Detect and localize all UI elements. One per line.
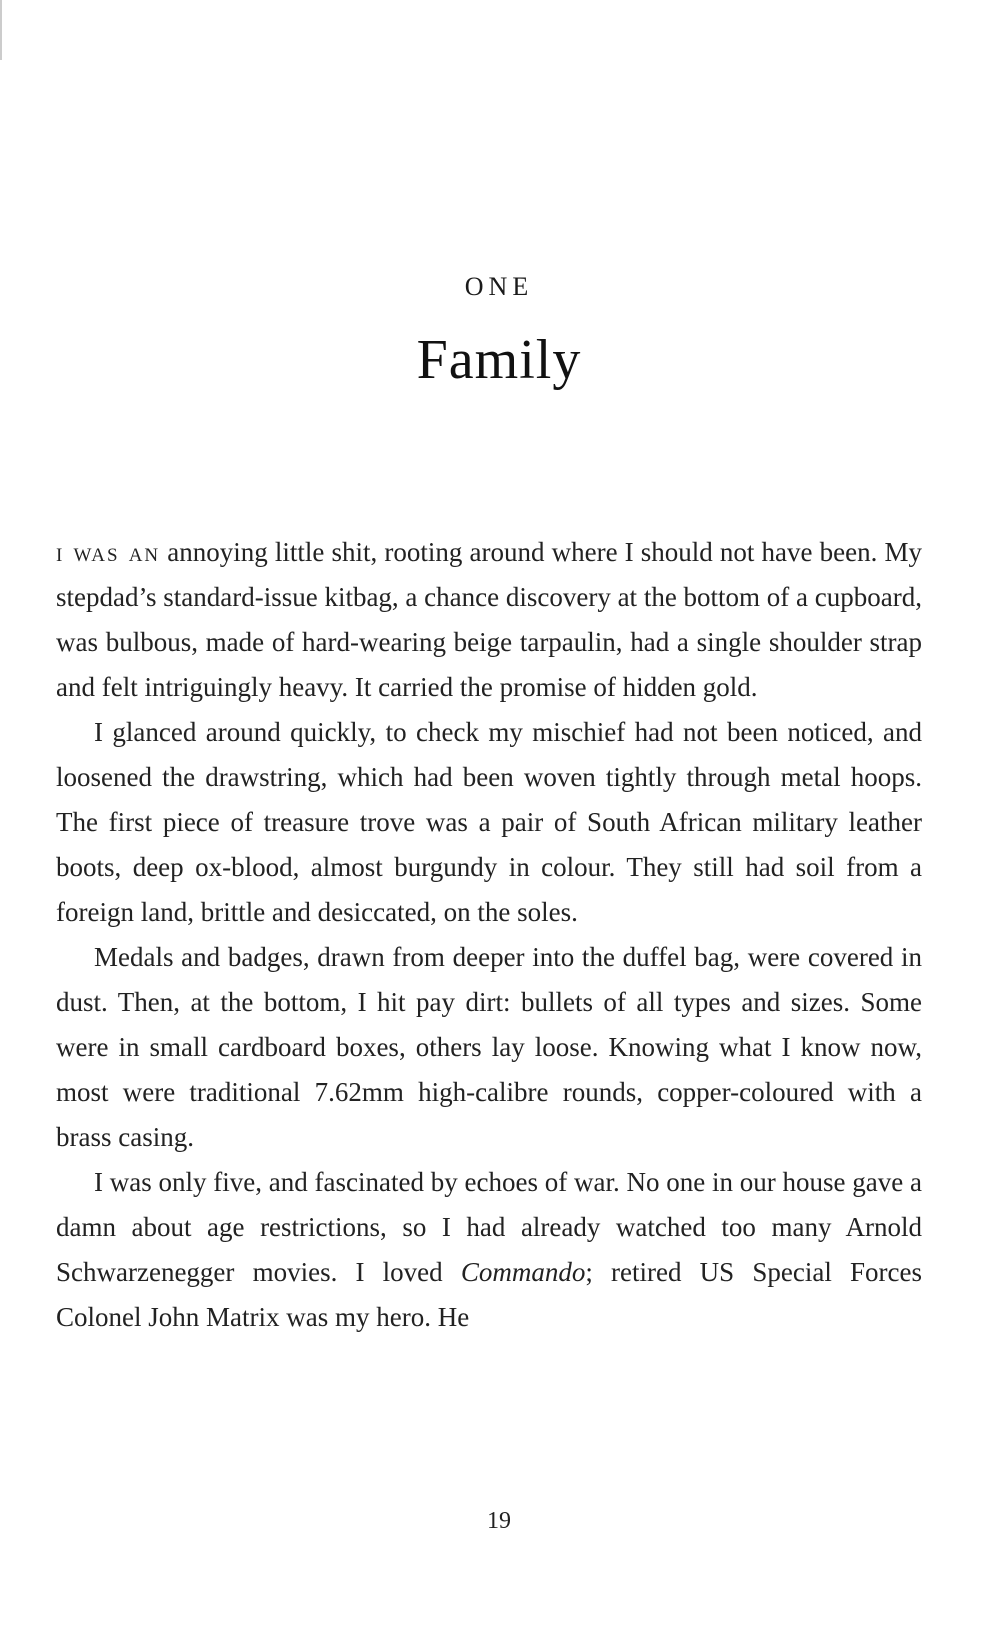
chapter-title: Family [416, 329, 582, 391]
paragraph-2: I glanced around quickly, to check my mischief had not been noticed, and loosened the drawstring, which had been woven tightly through metal hoops. The first piece of treasure trove was a pair of South African military leather boots, deep ox-blood, almost burgundy in colour. They still had soil from a foreign land, brittle and desiccated, on the soles. [56, 717, 922, 927]
paragraph-4-text-after: ; retired US Special Forces Colonel John Matrix was my hero. He [56, 1257, 922, 1332]
paragraph-4 [56, 1160, 922, 1340]
paragraph-1 [56, 530, 922, 710]
page-edge-divider [0, 0, 2, 60]
paragraph-1-text: annoying little shit, rooting around where I should not have been. My stepdad’s standard-issue kitbag, a chance discovery at the bottom of a cupboard, was bulbous, made of hard-wearing beige tarpaulin, had a single shoulder strap and felt intriguingly heavy. It carried the promise of hidden gold. [56, 537, 922, 702]
paragraph-lead-in: i was an [56, 537, 161, 567]
paragraph-3: Medals and badges, drawn from deeper into the duffel bag, were covered in dust. Then, at the bottom, I hit pay dirt: bullets of all types and sizes. Some were in small cardboard boxes, others lay loose. Knowing what I know now, most were traditional 7.62mm high-calibre rounds, copper-coloured with a brass casing. [56, 942, 922, 1152]
paragraph-4-text-before: I was only five, and fascinated by echoes of war. No one in our house gave a damn about age restrictions, so I had already watched too many Arnold Schwarzenegger movies. I loved [56, 1167, 922, 1287]
page-number: 19 [487, 1508, 511, 1534]
chapter-body [56, 530, 922, 1340]
chapter-number: ONE [464, 272, 534, 301]
film-title-emphasis: Commando [460, 1257, 586, 1287]
